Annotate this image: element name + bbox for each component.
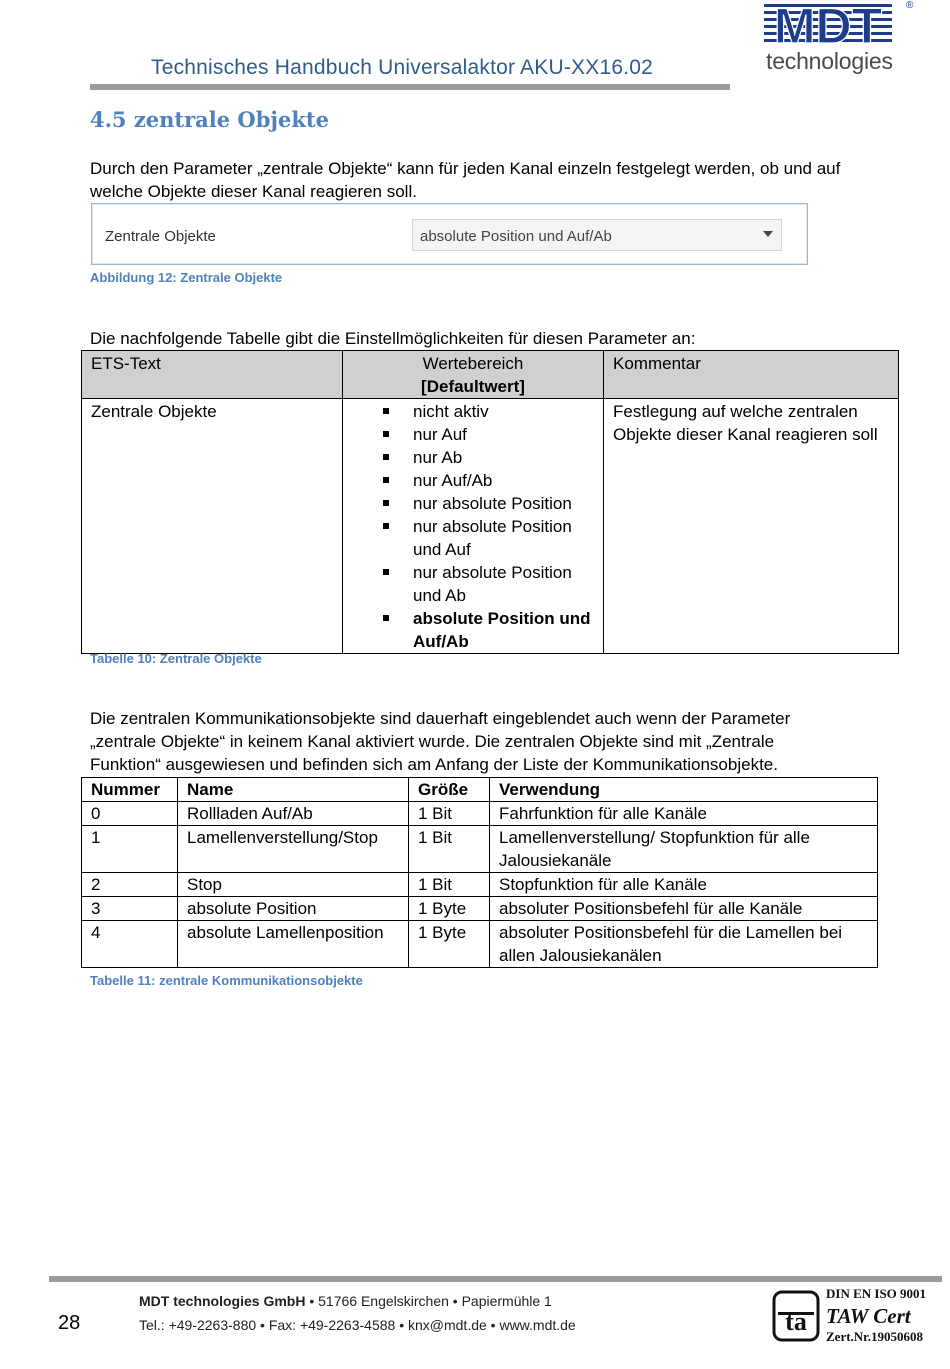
- cell-name: absolute Position: [178, 897, 409, 921]
- mdt-logo: [764, 0, 916, 80]
- mdt-logo-letters: MDT: [773, 0, 883, 46]
- intro-paragraph: Durch den Parameter „zentrale Objekte“ kann für jeden Kanal einzeln festgelegt werden, ob und auf welche Objekte dieser Kanal reagieren soll.: [90, 159, 841, 201]
- bullet-icon: [383, 477, 389, 483]
- parameter-screenshot: [91, 203, 808, 265]
- registered-mark: ®: [906, 0, 914, 11]
- cell-size: 1 Bit: [409, 802, 490, 826]
- bullet-icon: [383, 615, 389, 621]
- bullet-icon: [383, 569, 389, 575]
- header-value-range: Wertebereich: [422, 354, 524, 373]
- cert-logo-letters: ta: [785, 1307, 807, 1336]
- cell-size: 1 Bit: [409, 826, 490, 873]
- list-item: nur absolute Position: [343, 492, 603, 515]
- footer-address-text: • 51766 Engelskirchen • Papiermühle 1: [305, 1293, 552, 1309]
- bullet-icon: [383, 408, 389, 414]
- chevron-down-icon: [763, 231, 773, 237]
- header-size: Größe: [409, 778, 490, 802]
- table-header-row: [82, 778, 878, 802]
- cell-number: 1: [82, 826, 178, 873]
- cell-usage: Fahrfunktion für alle Kanäle: [490, 802, 878, 826]
- cell-size: 1 Byte: [409, 921, 490, 968]
- footer-rule: [49, 1276, 942, 1282]
- list-item: nicht aktiv: [343, 400, 603, 423]
- cell-name: Rollladen Auf/Ab: [178, 802, 409, 826]
- parameter-dropdown[interactable]: [412, 219, 782, 251]
- comment-cell: Festlegung auf welche zentralen Objekte dieser Kanal reagieren soll: [613, 402, 878, 444]
- cell-size: 1 Bit: [409, 873, 490, 897]
- parameter-dropdown-value: absolute Position und Auf/Ab: [420, 228, 612, 245]
- list-item: nur Auf/Ab: [343, 469, 603, 492]
- cell-number: 0: [82, 802, 178, 826]
- list-item: nur Auf: [343, 423, 603, 446]
- header-rule: [90, 84, 730, 90]
- cert-din: DIN EN ISO 9001: [826, 1286, 927, 1301]
- cell-usage: Stopfunktion für alle Kanäle: [490, 873, 878, 897]
- mdt-logo-mark: [764, 0, 892, 46]
- parameter-table: [81, 350, 899, 654]
- footer-contact: Tel.: +49-2263-880 • Fax: +49-2263-4588 • knx@mdt.de • www.mdt.de: [139, 1317, 576, 1333]
- table-row: [82, 873, 878, 897]
- cell-number: 4: [82, 921, 178, 968]
- cell-name: Stop: [178, 873, 409, 897]
- cell-usage: Lamellenverstellung/ Stopfunktion für alle Jalousiekanäle: [490, 826, 878, 873]
- page-number: 28: [58, 1312, 81, 1334]
- cell-number: 2: [82, 873, 178, 897]
- cell-usage: absoluter Positionsbefehl für alle Kanäle: [490, 897, 878, 921]
- footer-address: [139, 1293, 552, 1309]
- header-default-value: [Defaultwert]: [421, 377, 525, 396]
- cell-usage: absoluter Positionsbefehl für die Lamellen bei allen Jalousiekanälen: [490, 921, 878, 968]
- document-title: Technisches Handbuch Universalaktor AKU-XX16.02: [151, 56, 653, 79]
- figure-caption: Abbildung 12: Zentrale Objekte: [90, 270, 283, 285]
- header-number: Nummer: [82, 778, 178, 802]
- table-row: [82, 921, 878, 968]
- header-ets-text: ETS-Text: [91, 354, 161, 373]
- list-item: nur absolute Position und Ab: [343, 561, 603, 607]
- cell-number: 3: [82, 897, 178, 921]
- table-row: [82, 802, 878, 826]
- bullet-icon: [383, 454, 389, 460]
- cert-taw: TAW Cert: [826, 1304, 911, 1328]
- table2-intro: Die zentralen Kommunikationsobjekte sind dauerhaft eingeblendet auch wenn der Parameter „zentrale Objekte“ in keinem Kanal aktiviert wurde. Die zentralen Objekte sind mit „Zentrale Funktion“ ausgewiesen und befinden sich am Anfang der Liste der Kommunikationsobjekte.: [90, 709, 791, 774]
- list-item: nur absolute Position und Auf: [343, 515, 603, 561]
- bullet-icon: [383, 431, 389, 437]
- table1-caption: Tabelle 10: Zentrale Objekte: [90, 651, 262, 666]
- cell-size: 1 Byte: [409, 897, 490, 921]
- header-usage: Verwendung: [490, 778, 878, 802]
- options-list: [343, 399, 603, 653]
- bullet-icon: [383, 500, 389, 506]
- cell-name: Lamellenverstellung/Stop: [178, 826, 409, 873]
- list-item: nur Ab: [343, 446, 603, 469]
- cell-name: absolute Lamellenposition: [178, 921, 409, 968]
- taw-cert-logo: [772, 1290, 820, 1342]
- table-row: [82, 826, 878, 873]
- header-comment: Kommentar: [613, 354, 701, 373]
- header-name: Name: [178, 778, 409, 802]
- section-heading: 4.5 zentrale Objekte: [90, 107, 329, 132]
- parameter-label: Zentrale Objekte: [105, 228, 216, 245]
- list-item-default: absolute Position und Auf/Ab: [343, 607, 603, 653]
- footer-company: MDT technologies GmbH: [139, 1293, 306, 1309]
- table-row: [82, 399, 899, 654]
- table-header-row: [82, 351, 899, 399]
- objects-table: [81, 777, 878, 968]
- bullet-icon: [383, 523, 389, 529]
- logo-subtext: technologies: [766, 48, 893, 74]
- ets-text-cell: Zentrale Objekte: [91, 402, 217, 421]
- table2-caption: Tabelle 11: zentrale Kommunikationsobjekte: [90, 973, 363, 988]
- cert-number: Zert.Nr.19050608: [826, 1329, 924, 1344]
- table-row: [82, 897, 878, 921]
- table1-intro: Die nachfolgende Tabelle gibt die Einstellmöglichkeiten für diesen Parameter an:: [90, 329, 696, 348]
